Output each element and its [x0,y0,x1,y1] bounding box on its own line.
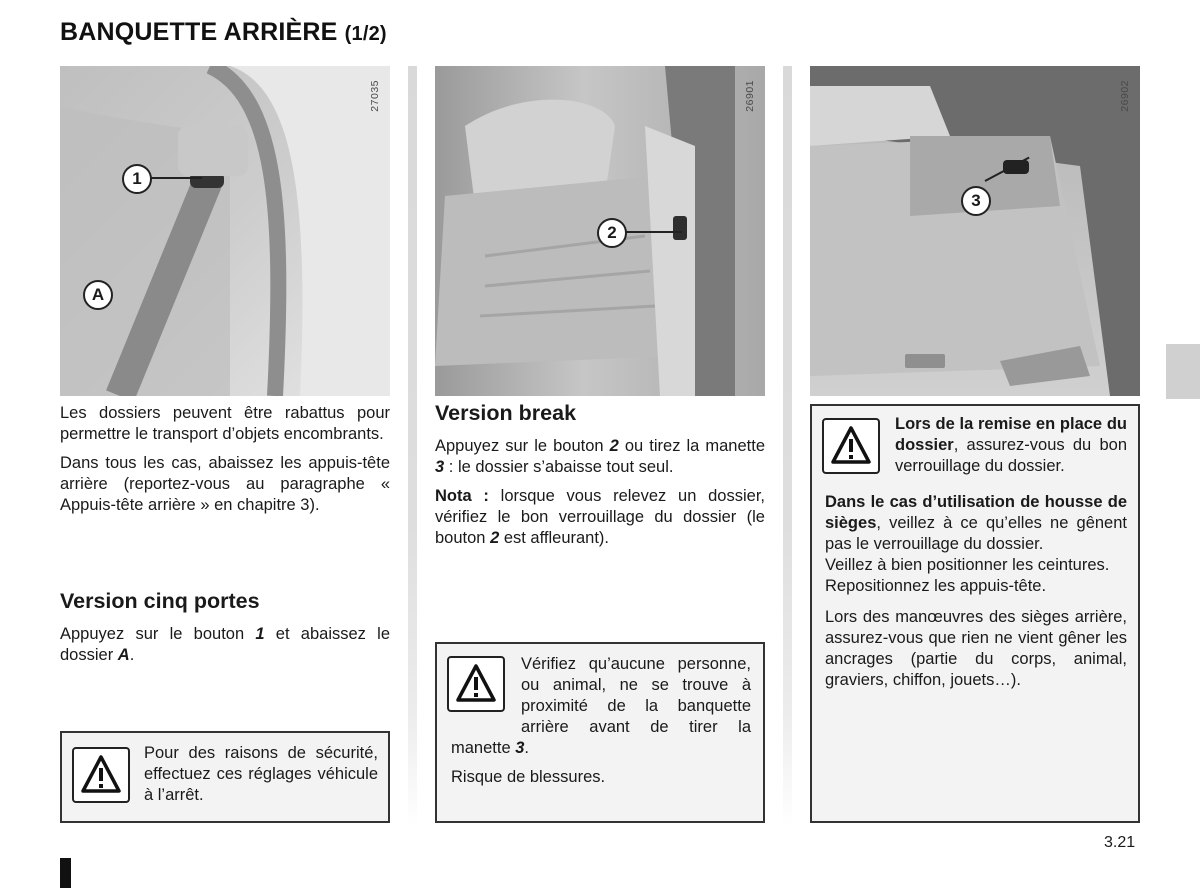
section-heading-break: Version break [435,401,577,425]
page-title-text: BANQUETTE ARRIÈRE [60,18,338,46]
warning-box-proximity [435,642,765,823]
paragraph: Appuyez sur le bouton 1 et abaissez le dossier A. [60,625,391,664]
column-1-instructions [60,624,390,674]
column-divider-2 [783,66,792,826]
leader-line [622,231,682,233]
callout-a: A [83,280,113,310]
warning-text: Pour des raisons de sécurité, effectuez ces réglages véhicule à l’arrêt. [144,744,378,804]
callout-2: 2 [597,218,627,248]
photo-trunk-break [810,66,1140,396]
warning-text: Vérifiez qu’aucune personne, ou animal, ne se trouve à proximité de la banquette arrière avant de tirer la manette 3. Risque de blessures. [451,655,751,786]
page-title [60,18,387,47]
photo-ref-code: 26901 [744,80,756,112]
paragraph: Les dossiers peuvent être rabattus pour permettre le transport d’objets encombrants. [60,404,390,443]
warning-box-safety [60,731,390,823]
column-2-text [435,436,765,557]
warning-box-reinstall [810,404,1140,823]
column-1-text [60,403,390,524]
paragraph-nota: Nota : lorsque vous relevez un dossier, vérifiez le bon verrouillage du dossier (le bouton 2 est affleurant). [435,487,765,547]
warning-triangle-icon [72,747,130,803]
photo-rear-seat-five-door [60,66,390,396]
photo-ref-code: 27035 [369,80,381,112]
section-heading-five-door: Version cinq portes [60,589,260,613]
callout-3: 3 [961,186,991,216]
paragraph: Dans tous les cas, abaissez les appuis-tête arrière (reportez-vous au paragraphe « Appuis-tête arrière » en chapitre 3). [60,454,390,514]
edge-marker [60,858,71,888]
column-divider-1 [408,66,417,826]
warning-text: Lors de la remise en place du dossier, assurez-vous du bon verrouillage du dossier. Dans le cas d’utilisation de housse de sièges, veillez à ce qu’elles ne gênent pas le verrouillage du dossier. Veillez à bien positionner les ceintures. Repositionnez les appuis-tête. Lors des manœuvres des sièges arrière, assurez-vous que rien ne vient gêner les ancrages (partie du corps, animal, graviers, chiffon, jouets…). [825,415,1127,689]
photo-ref-code: 26902 [1119,80,1131,112]
leader-line [150,177,202,179]
chapter-tab [1166,344,1200,399]
page-number: 3.21 [1104,834,1136,851]
paragraph: Appuyez sur le bouton 2 ou tirez la manette 3 : le dossier s’abaisse tout seul. [435,437,766,476]
page-title-part: (1/2) [344,23,387,45]
callout-1: 1 [122,164,152,194]
